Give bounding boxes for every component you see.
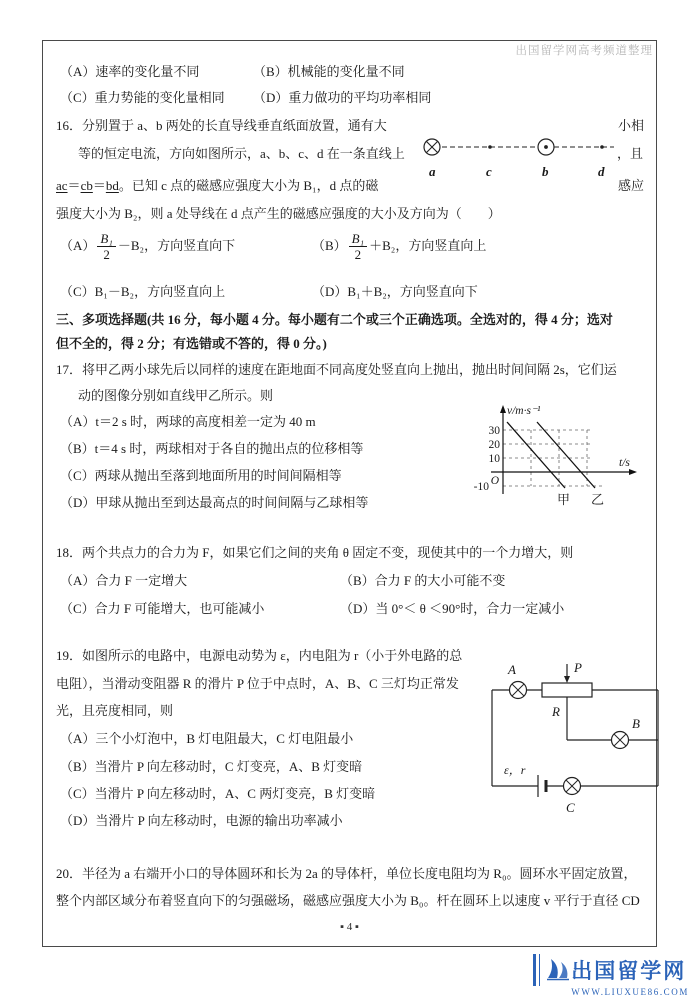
circuit-label-slider-p: P [574, 660, 582, 675]
q17-option-c: （C）两球从抛出至落到地面所用的时间间隔相等 [60, 468, 342, 483]
q18-option-a: （A）合力 F 一定增大 [60, 573, 188, 588]
q16-stem-line4: 强度大小为 B₂，则 a 处导线在 d 点产生的磁感应强度的大小及方向为（ ） [56, 206, 501, 221]
label-b: b [542, 164, 549, 179]
q19-option-b: （B）当滑片 P 向左移动时，C 灯变亮，A、B 灯变暗 [60, 759, 363, 774]
circuit-label-lamp-c: C [566, 800, 575, 815]
y-axis-arrow [500, 405, 506, 413]
ytick-30: 30 [488, 425, 500, 437]
q19-stem-line1: 19．如图所示的电路中，电源电动势为 ε，内电阻为 r（小于外电路的总 [56, 648, 463, 663]
q15-option-c: （C）重力势能的变化量相同 [60, 90, 225, 105]
grid-lines [503, 430, 605, 486]
slider-arrow [564, 676, 570, 683]
circuit-label-lamp-b: B [632, 716, 640, 731]
x-axis-arrow [629, 469, 637, 475]
section3-header-line2: 但不全的，得 2 分；有选错或不答的，得 0 分。) [56, 336, 327, 351]
q16-option-a-text: －B₂，方向竖直向下 [117, 238, 236, 253]
point-c-dot [488, 145, 492, 149]
q15-option-a: （A）速率的变化量不同 [60, 64, 200, 79]
fraction-numerator: B₁ [97, 232, 115, 247]
label-c: c [486, 164, 492, 179]
line-jia [507, 422, 565, 488]
equals-sign: ＝ [67, 178, 81, 193]
segment-cb: cb [80, 178, 93, 193]
q19-option-d: （D）当滑片 P 向左移动时，电源的输出功率减小 [60, 813, 343, 828]
q17-velocity-time-graph [473, 400, 653, 512]
q18-option-c: （C）合力 F 可能增大，也可能减小 [60, 601, 265, 616]
logo-divider-bars [533, 954, 540, 986]
q16-stem-line1: 16．分别置于 a、b 两处的长直导线垂直纸面放置，通有大 [56, 118, 387, 133]
current-into-page-icon [424, 139, 440, 155]
logo-title: 出国留学网 [571, 959, 687, 983]
q15-option-b: （B）机械能的变化量不同 [253, 64, 405, 79]
q16-option-b-label: （B） [312, 238, 347, 253]
fraction [97, 232, 115, 261]
q16-option-b-text: ＋B₂，方向竖直向上 [369, 238, 487, 253]
q19-stem-line2: 电阻），当滑动变阻器 R 的滑片 P 位于中点时，A、B、C 三灯均正常发 [56, 676, 459, 691]
battery-icon [538, 775, 546, 797]
q16-option-b [312, 232, 486, 261]
q17-option-a: （A）t＝2 s 时，两球的高度相差一定为 40 m [60, 414, 316, 429]
fraction-numerator: B₁ [349, 232, 367, 247]
lamp-b-icon [612, 732, 629, 749]
page-number: ▪ 4 ▪ [340, 921, 359, 933]
q16-stem-line1-wrap: 小相 [618, 118, 645, 133]
lamp-c-icon [564, 778, 581, 795]
q16-option-c: （C）B₁－B₂，方向竖直向上 [60, 284, 226, 299]
q17-option-d: （D）甲球从抛出至到达最高点的时间间隔与乙球相等 [60, 495, 369, 510]
q19-option-c: （C）当滑片 P 向左移动时，A、C 两灯变亮，B 灯变暗 [60, 786, 376, 801]
current-out-of-page-icon [538, 139, 554, 155]
q16-stem-line3-wrap: 感应 [618, 178, 645, 193]
line-yi [537, 422, 595, 488]
rheostat-icon [542, 683, 592, 697]
series-label-jia: 甲 [557, 492, 571, 507]
q19-option-a: （A）三个小灯泡中，B 灯电阻最大，C 灯电阻最小 [60, 731, 354, 746]
q15-option-d: （D）重力做功的平均功率相同 [253, 90, 432, 105]
q17-option-b: （B）t＝4 s 时，两球相对于各自的抛出点的位移相等 [60, 441, 364, 456]
sail-icon [545, 957, 571, 983]
q16-option-a [60, 232, 235, 261]
fraction-denominator: 2 [103, 247, 110, 262]
q17-stem-line2: 动的图像分别如直线甲乙所示。则 [78, 388, 274, 403]
q16-option-d: （D）B₁＋B₂，方向竖直向下 [312, 284, 478, 299]
label-d: d [598, 164, 605, 179]
point-d-dot [600, 145, 604, 149]
section3-header-line1: 三、多项选择题(共 16 分，每小题 4 分。每小题有二个或三个正确选项。全选对的，得 4 分；选对 [56, 312, 613, 327]
segment-bd: bd [105, 178, 119, 193]
ytick-neg10: -10 [473, 481, 489, 493]
fraction [349, 232, 367, 261]
circuit-label-lamp-a: A [508, 662, 516, 677]
q19-stem-line3: 光，且亮度相同，则 [56, 703, 174, 718]
x-axis-label: t/s [619, 457, 630, 469]
ytick-10: 10 [488, 453, 500, 465]
q16-stem-line2-wrap: ，且 [617, 146, 644, 161]
circuit-label-battery: ε，r [504, 763, 526, 777]
liuxue86-logo[interactable] [533, 954, 689, 997]
series-label-yi: 乙 [591, 492, 605, 507]
q16-option-a-label: （A） [60, 238, 96, 253]
q20-stem-line1: 20．半径为 a 右端开小口的导体圆环和长为 2a 的导体杆，单位长度电阻均为 R₀。圆环水平固定放置， [56, 866, 637, 881]
lamp-a-icon [510, 682, 527, 699]
q16-stem-line3 [56, 178, 378, 194]
fraction-denominator: 2 [354, 247, 362, 262]
q18-option-d: （D）当 0°＜ θ ＜90°时，合力一定减小 [340, 601, 565, 616]
origin-label: O [490, 475, 499, 487]
q16-stem-line2: 等的恒定电流，方向如图所示，a、b、c、d 在一条直线上 [78, 146, 405, 161]
q18-stem-line1: 18．两个共点力的合力为 F，如果它们之间的夹角 θ 固定不变，现使其中的一个力增大，则 [56, 545, 574, 560]
ytick-20: 20 [488, 439, 500, 451]
q20-stem-line2: 整个内部区域分布着竖直向下的匀强磁场，磁感应强度大小为 B₀。杆在圆环上以速度 v 平行于直径 CD [56, 893, 640, 908]
q18-option-b: （B）合力 F 的大小可能不变 [340, 573, 506, 588]
q16-wires-diagram [420, 134, 620, 182]
q19-circuit-diagram [480, 660, 670, 820]
q16-stem-line3-rest: 。已知 c 点的磁感应强度大小为 B₁，d 点的磁 [118, 178, 379, 193]
equals-sign: ＝ [92, 178, 106, 193]
circuit-label-resistor-r: R [552, 704, 560, 719]
watermark: 出国留学网高考频道整理 [515, 45, 653, 57]
logo-url: WWW.LIUXUE86.COM [571, 987, 689, 997]
label-a: a [429, 164, 436, 179]
segment-ac: ac [56, 178, 68, 193]
q17-stem-line1: 17．将甲乙两小球先后以同样的速度在距地面不同高度处竖直向上抛出，抛出时间间隔 2s，它们运 [56, 362, 617, 377]
y-axis-label: v/m·s⁻¹ [507, 405, 541, 417]
